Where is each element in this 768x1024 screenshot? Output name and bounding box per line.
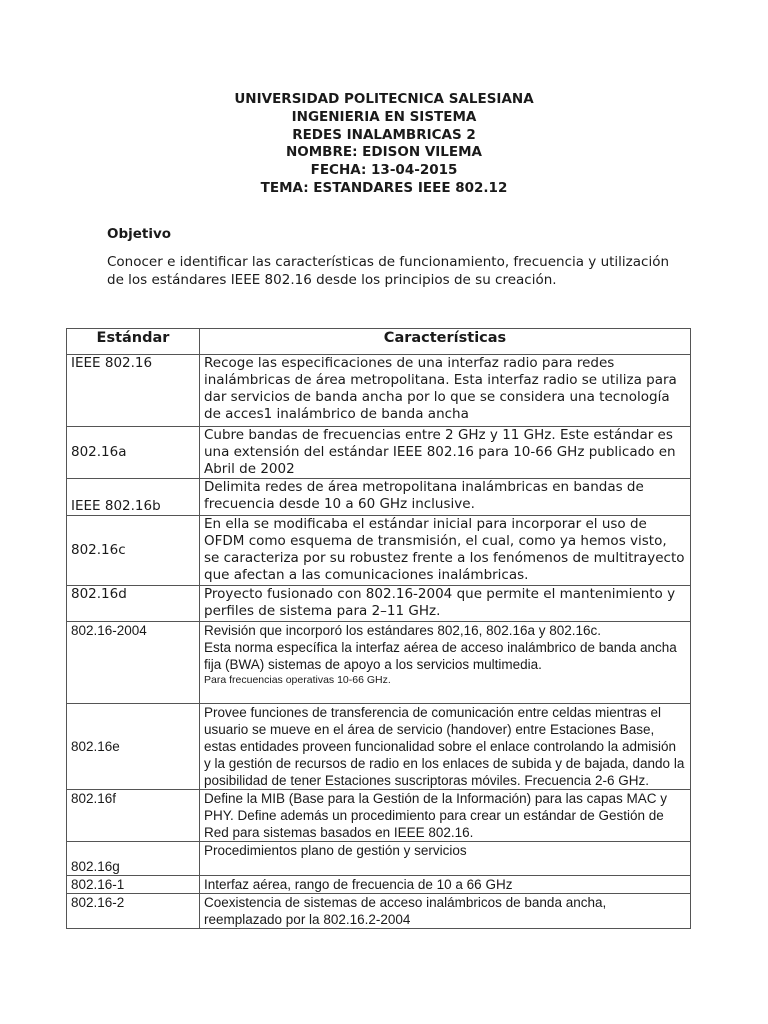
features-cell: Provee funciones de transferencia de comunicación entre celdas mientras el usuario se mueve en el área de servicio (handover) entre Estaciones Base, estas entidades proveen funcionalidad sobre el enlace controlando la admisión y la gestión de recursos de radio en los enlaces de subida y de bajada, dando la posibilidad de tener Estaciones suscriptoras móviles. Frecuencia 2-6 GHz. [200, 704, 691, 790]
standard-cell: 802.16g [67, 842, 200, 876]
standard-cell: IEEE 802.16 [67, 355, 200, 427]
document-topic: TEMA: ESTANDARES IEEE 802.12 [260, 179, 508, 196]
table-row [67, 894, 691, 929]
features-cell: Delimita redes de área metropolitana inalámbricas en bandas de frecuencia desde 10 a 60 GHz inclusive. [200, 479, 691, 516]
document-date: FECHA: 13-04-2015 [310, 162, 458, 179]
standard-cell: 802.16-1 [67, 876, 200, 894]
table-row [67, 876, 691, 894]
features-note: Para frecuencias operativas 10-66 GHz. [204, 674, 391, 686]
standard-cell: 802.16c [67, 516, 200, 586]
table-row [67, 704, 691, 790]
objective-text: Conocer e identificar las características de funcionamiento, frecuencia y utilización de los estándares IEEE 802.16 desde los principios de su creación. [107, 254, 670, 288]
career-name: INGENIERIA EN SISTEMA [291, 108, 477, 125]
features-cell [200, 622, 691, 704]
standard-cell: 802.16e [67, 704, 200, 790]
features-cell: En ella se modificaba el estándar inicial para incorporar el uso de OFDM como esquema de transmisión, el cual, como ya hemos visto, se caracteriza por su robustez frente a los fenómenos de multitrayecto que afectan a las comunicaciones inalámbricas. [200, 516, 691, 586]
table-row [67, 427, 691, 479]
features-cell: Procedimientos plano de gestión y servicios [200, 842, 691, 876]
standards-table [66, 328, 691, 929]
column-header-standard: Estándar [67, 329, 200, 355]
objective-heading: Objetivo [107, 226, 172, 242]
student-name: NOMBRE: EDISON VILEMA [285, 144, 483, 161]
table-row [67, 622, 691, 704]
table-row [67, 790, 691, 842]
standard-cell: IEEE 802.16b [67, 479, 200, 516]
table-row [67, 586, 691, 622]
course-name: REDES INALAMBRICAS 2 [292, 126, 476, 143]
features-cell: Cubre bandas de frecuencias entre 2 GHz y 11 GHz. Este estándar es una extensión del estándar IEEE 802.16 para 10-66 GHz publicado en Abril de 2002 [200, 427, 691, 479]
features-cell: Coexistencia de sistemas de acceso inalámbricos de banda ancha, reemplazado por la 802.16.2-2004 [200, 894, 691, 929]
table-row [67, 516, 691, 586]
features-cell: Recoge las especificaciones de una interfaz radio para redes inalámbricas de área metropolitana. Esta interfaz radio se utiliza para dar servicios de banda ancha por lo que se considera una tecnología de acces1 inalámbrico de banda ancha [200, 355, 691, 427]
table-row [67, 842, 691, 876]
university-name: UNIVERSIDAD POLITECNICA SALESIANA [234, 91, 534, 107]
features-cell: Define la MIB (Base para la Gestión de la Información) para las capas MAC y PHY. Define además un procedimiento para crear un estándar de Gestión de Red para sistemas basados en IEEE 802.16. [200, 790, 691, 842]
standard-cell: 802.16-2004 [67, 622, 200, 704]
column-header-features: Características [200, 329, 691, 355]
standard-cell: 802.16-2 [67, 894, 200, 929]
features-line: Revisión que incorporó los estándares 802,16, 802.16a y 802.16c. [204, 623, 602, 638]
features-cell: Proyecto fusionado con 802.16-2004 que permite el mantenimiento y perfiles de sistema para 2–11 GHz. [200, 586, 691, 622]
standard-cell: 802.16a [67, 427, 200, 479]
features-line: Esta norma específica la interfaz aérea de acceso inalámbrico de banda ancha fija (BWA) sistemas de apoyo a los servicios multimedia. [204, 640, 677, 672]
features-cell: Interfaz aérea, rango de frecuencia de 10 a 66 GHz [200, 876, 691, 894]
table-row [67, 479, 691, 516]
standard-cell: 802.16d [67, 586, 200, 622]
standard-cell: 802.16f [67, 790, 200, 842]
document-header [0, 91, 768, 198]
table-header-row [67, 329, 691, 355]
table-row [67, 355, 691, 427]
